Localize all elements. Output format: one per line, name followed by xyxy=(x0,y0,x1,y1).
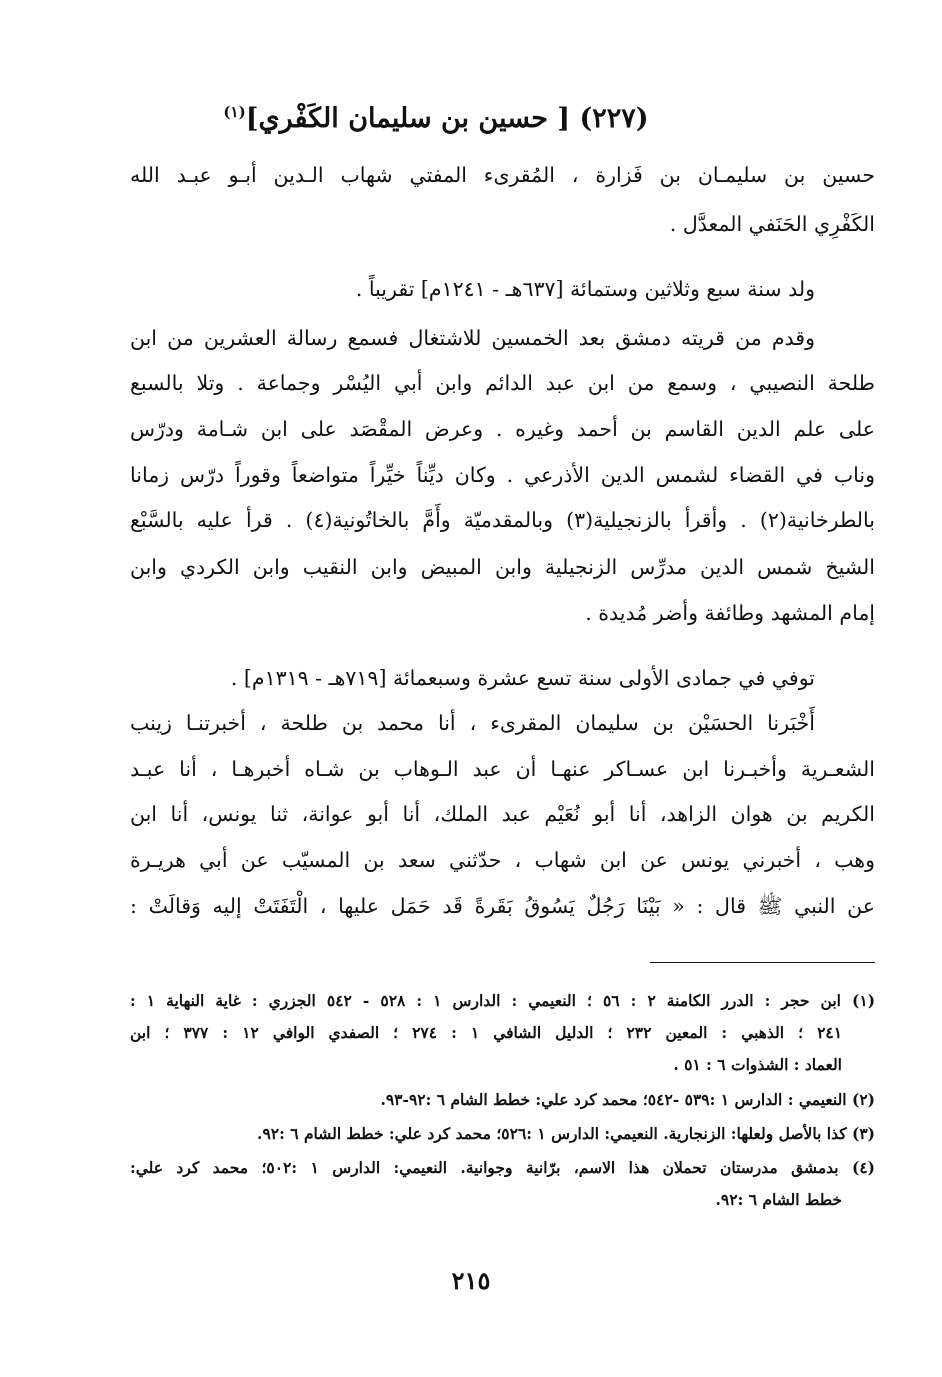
entry-name: [ حسين بن سليمان الكَفْري] xyxy=(245,103,571,134)
footnote-line: العماد : الشذوات ٦ : ٥١ . xyxy=(673,1055,842,1074)
body-line: على علم الدين القاسم بن أحمد وغيره . وعرض المقْصَد على ابن شـامة ودرّس xyxy=(130,417,875,441)
body-line: ولد سنة سبع وثلاثين وستمائة [٦٣٧هـ - ١٢٤١م] تقريباً . xyxy=(355,277,815,301)
footnote-line: (١) ابن حجر : الدرر الكامنة ٢ : ٥٦ ؛ النعيمي : الدارس ١ : ٥٢٨ - ٥٤٢ الجزري : غاية النهاية ١ : xyxy=(130,991,875,1010)
body-line: أَخْبَرنا الحسَيْن بن سليمان المقرىء ، أنا محمد بن طلحة ، أخبرتنـا زينب xyxy=(130,711,815,735)
footnote-line: خطط الشام ٦ :٩٢. xyxy=(715,1190,842,1209)
entry-heading xyxy=(130,92,742,139)
footnote-line: (٣) كذا بالأصل ولعلها: الزنجارية. النعيمي: الدارس ١ :٥٢٦؛ محمد كرد علي: خطط الشام ٦ :٩٢. xyxy=(257,1124,875,1143)
entry-number: (٢٢٧) xyxy=(579,103,649,134)
body-line: بالطرخانية(٢) . وأقرأ بالزنجيلية(٣) وبالمقدميّة وأَمَّ بالخاتُونية(٤) . قرأ عليه بالسَّبْع xyxy=(130,508,875,532)
body-line: طلحة النصيبي ، وسمع من ابن عبد الدائم وابن أبي اليُسْر وجماعة . وتلا بالسبع xyxy=(130,371,875,395)
body-line: وناب في القضاء لشمس الدين الأذرعي . وكان ديِّناً خيِّراً متواضعاً وقوراً درّس زمانا xyxy=(130,463,875,487)
body-line: إمام المشهد وطائفة وأضر مُديدة . xyxy=(585,601,875,625)
heading-footnote-ref: (١) xyxy=(223,103,246,121)
body-line: وهب ، أخبرني يونس عن ابن شهاب ، حدّثني سعد بن المسيّب عن أبي هريـرة xyxy=(130,848,875,872)
body-line: عن النبي ﷺ قال : « بَيْنَا رَجُلٌ يَسُوقُ بَقَرةً قَد حَمَل عليها ، الْتَفَتَتْ إليه وَقالَتْ : xyxy=(130,894,875,918)
page-number: ٢١٥ xyxy=(451,1266,491,1295)
body-line: الكريم بن هوان الزاهد، أنا أبو نُعَيْم عبد الملك، أنا أبو عوانة، ثنا يونس، أنا ابن xyxy=(130,802,875,826)
body-line: الشيخ شمس الدين مدرِّس الزنجيلية وابن المبيض وابن النقيب وابن الكردي وابن xyxy=(130,555,875,579)
body-line: الشعـرية وأخبـرنا ابن عسـاكر عنهـا أن عبد الـوهاب بن شـاه أخبرهـا ، أنا عبـد xyxy=(130,757,875,781)
body-line: حسين بن سليمـان بن فَزارة ، المُقرىء المفتي شهاب الـدين أبـو عبـد الله xyxy=(130,163,875,187)
body-line: توفي في جمادى الأولى سنة تسع عشرة وسبعمائة [٧١٩هـ - ١٣١٩م] . xyxy=(230,666,815,690)
footnote-separator xyxy=(650,962,875,963)
footnote-line: (٢) النعيمي : الدارس ١ :٥٣٩ -٥٤٢؛ محمد كرد علي: خطط الشام ٦ :٩٢-٩٣. xyxy=(380,1090,875,1109)
footnote-line: ٢٤١ ؛ الذهبي : المعين ٢٣٢ ؛ الدليل الشافي ١ : ٢٧٤ ؛ الصفدي الوافي ١٢ : ٣٧٧ ؛ ابن xyxy=(130,1023,842,1042)
footnote-line: (٤) بدمشق مدرستان تحملان هذا الاسم، برّانية وجوانية. النعيمي: الدارس ١ :٥٠٢؛ محمد كرد علي: xyxy=(130,1158,875,1177)
body-line: وقدم من قريته دمشق بعد الخمسين للاشتغال فسمع رسالة العشرين من ابن xyxy=(130,326,815,350)
body-line: الكَفْرِي الحَنَفي المعدَّل . xyxy=(669,212,875,236)
